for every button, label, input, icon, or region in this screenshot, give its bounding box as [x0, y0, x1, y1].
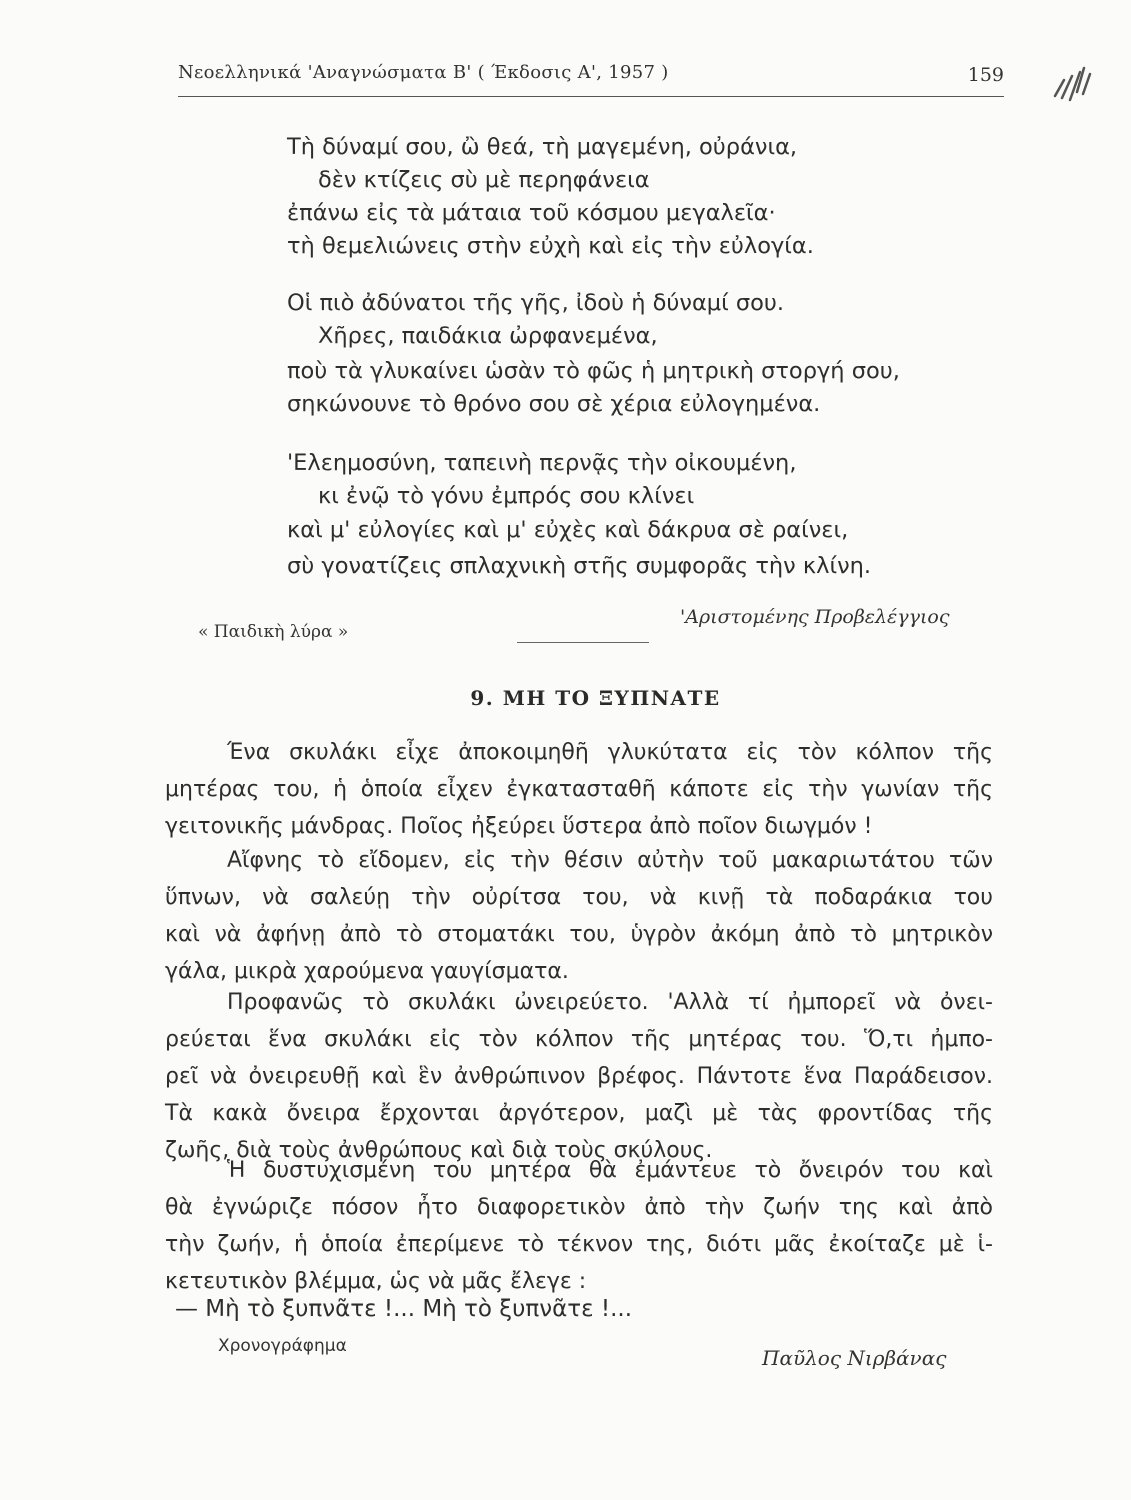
pencil-mark-icon — [1050, 58, 1110, 108]
prose-paragraph-2 — [165, 842, 993, 990]
poem-line: καὶ μ' εὐλογίες καὶ μ' εὐχὲς καὶ δάκρυα σὲ ραίνει, — [287, 517, 849, 543]
prose-line: Ἡ δυστυχισμένη του μητέρα θὰ ἐμάντευε τὸ ὄνειρόν του καὶ — [227, 1158, 993, 1183]
prose-genre: Χρονογράφημα — [218, 1336, 347, 1356]
poem-line: Χῆρες, παιδάκια ὠρφανεμένα, — [318, 323, 658, 349]
poem-line: κι ἐνῷ τὸ γόνυ ἐμπρός σου κλίνει — [318, 483, 695, 509]
prose-line: — Μὴ τὸ ξυπνᾶτε !... Μὴ τὸ ξυπνᾶτε !... — [175, 1296, 633, 1322]
poem-line: ποὺ τὰ γλυκαίνει ὡσὰν τὸ φῶς ἡ μητρικὴ στοργή σου, — [287, 358, 900, 384]
poem-line: 'Ελεημοσύνη, ταπεινὴ περνᾷς τὴν οἰκουμένη, — [287, 450, 797, 476]
prose-line: ὕπνων, νὰ σαλεύῃ τὴν οὐρίτσα του, νὰ κινῇ τὰ ποδαράκια του — [165, 885, 993, 910]
prose-line: γειτονικῆς μάνδρας. Ποῖος ἠξεύρει ὕστερα ἀπὸ ποῖον διωγμόν ! — [165, 814, 873, 839]
prose-author: Παῦλος Νιρβάνας — [762, 1346, 947, 1370]
poem-source: « Παιδικὴ λύρα » — [198, 622, 349, 642]
page-number: 159 — [967, 64, 1004, 86]
prose-line: Ένα σκυλάκι εἶχε ἀποκοιμηθῆ γλυκύτατα εἰς τὸν κόλπον τῆς — [227, 740, 993, 765]
prose-line: ζωῆς, διὰ τοὺς ἀνθρώπους καὶ διὰ τοὺς σκύλους. — [165, 1138, 713, 1163]
poem-line: ἐπάνω εἰς τὰ μάταια τοῦ κόσμου μεγαλεῖα· — [287, 200, 776, 226]
running-head-title: Νεοελληνικά 'Αναγνώσματα Β' ( Έκδοσις Α', 1957 ) — [178, 62, 669, 83]
prose-paragraph-4 — [165, 1152, 993, 1300]
prose-line: καὶ νὰ ἀφήνῃ ἀπὸ τὸ στοματάκι του, ὑγρὸν ἀκόμη ἀπὸ τὸ μητρικὸν — [165, 922, 993, 947]
poem-line: Τὴ δύναμί σου, ὢ θεά, τὴ μαγεμένη, οὐράνια, — [287, 134, 798, 160]
poem-author: 'Αριστομένης Προβελέγγιος — [680, 606, 950, 628]
poem-line: σὺ γονατίζεις σπλαχνικὴ στῆς συμφορᾶς τὴν κλίνη. — [287, 553, 872, 579]
prose-line: μητέρας του, ἡ ὁποία εἶχεν ἐγκατασταθῆ κάποτε εἰς τὴν γωνίαν τῆς — [165, 777, 993, 802]
prose-line: ρεῖ νὰ ὀνειρευθῇ καὶ ἓν ἀνθρώπινον βρέφος. Πάντοτε ἕνα Παράδεισον. — [165, 1064, 993, 1089]
page-header — [178, 56, 1004, 97]
prose-line: Προφανῶς τὸ σκυλάκι ὠνειρεύετο. 'Αλλὰ τί ἠμπορεῖ νὰ ὀνει- — [227, 990, 993, 1015]
prose-line: κετευτικὸν βλέμμα, ὡς νὰ μᾶς ἔλεγε : — [165, 1269, 587, 1294]
prose-paragraph-5 — [165, 1291, 993, 1328]
poem-line: Οἱ πιὸ ἀδύνατοι τῆς γῆς, ἰδοὺ ἡ δύναμί σου. — [287, 290, 785, 316]
prose-line: Αἴφνης τὸ εἴδομεν, εἰς τὴν θέσιν αὐτὴν τοῦ μακαριωτάτου τῶν — [227, 848, 993, 873]
prose-line: γάλα, μικρὰ χαρούμενα γαυγίσματα. — [165, 959, 569, 984]
poem-line: σηκώνουνε τὸ θρόνο σου σὲ χέρια εὐλογημένα. — [287, 391, 821, 417]
prose-paragraph-1 — [165, 734, 993, 845]
prose-line: ρεύεται ἕνα σκυλάκι εἰς τὸν κόλπον τῆς μητέρας του. Ὅ,τι ἠμπο- — [165, 1027, 993, 1052]
prose-line: Τὰ κακὰ ὄνειρα ἔρχονται ἀργότερον, μαζὶ μὲ τὰς φροντίδας τῆς — [165, 1101, 993, 1126]
prose-line: θὰ ἐγνώριζε πόσον ἦτο διαφορετικὸν ἀπὸ τὴν ζωήν της καὶ ἀπὸ — [165, 1195, 993, 1220]
prose-line: τὴν ζωήν, ἡ ὁποία ἐπερίμενε τὸ τέκνον της, διότι μᾶς ἐκοίταζε μὲ ἱ- — [165, 1232, 993, 1257]
section-divider — [517, 642, 649, 643]
section-title: 9. ΜΗ ΤΟ ΞΥΠΝΑΤΕ — [470, 686, 721, 710]
poem-line: δὲν κτίζεις σὺ μὲ περηφάνεια — [318, 167, 650, 193]
poem-line: τὴ θεμελιώνεις στὴν εὐχὴ καὶ εἰς τὴν εὐλογία. — [287, 233, 814, 259]
prose-paragraph-3 — [165, 984, 993, 1169]
